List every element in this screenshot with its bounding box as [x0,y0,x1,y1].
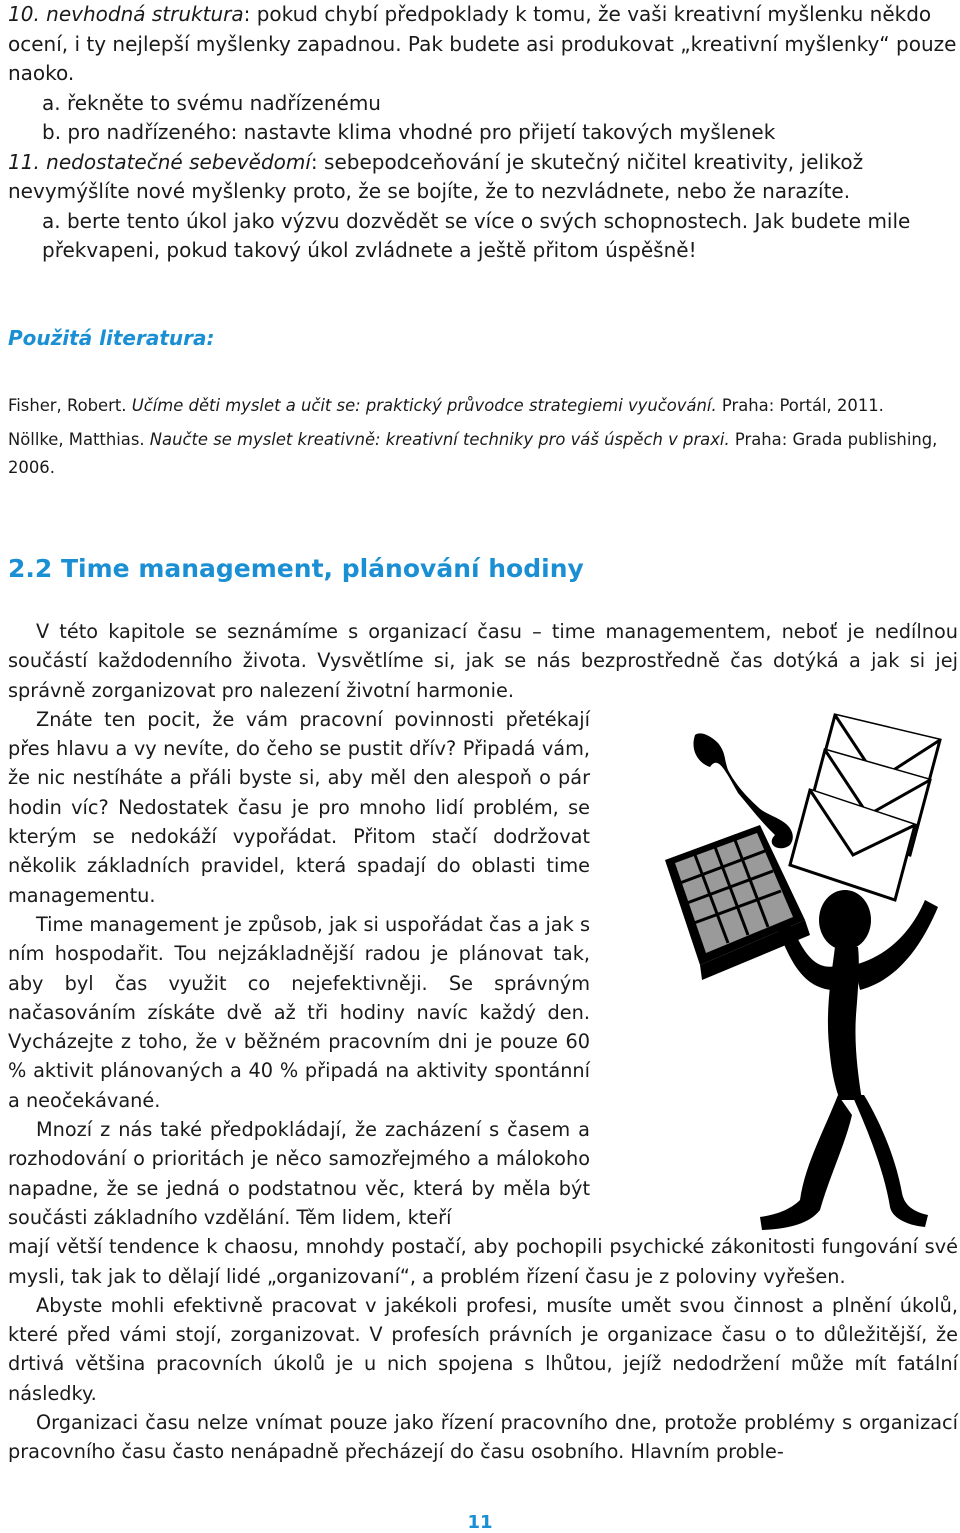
item-10-text: : pokud chybí předpoklady k tomu, že vaši kreativní myšlenku někdo ocení, i ty nejlepší myšlenky zapadnou. Pak budete asi produkovat „kreativní myšlenky“ pouze naoko. [8,2,957,85]
reference-author: Fisher, Robert. [8,396,132,415]
intro-paragraph: V této kapitole se seznámíme s organizací času – time managementem, neboť je nedílnou součástí každodenního života. Vysvětlíme si, jak se nás bezprostředně čas dotýká a jak si jej správně zorganizovat pro nalezení životní harmonie. [8,620,958,702]
keyboard-icon [665,825,810,980]
reference-publisher: Praha: Portál, 2011. [716,396,884,415]
paragraph: Abyste mohli efektivně pracovat v jakékoli profesi, musíte umět svou činnost a plnění úkolů, které před vámi stojí, zorganizovat. V profesích právních je organizace času o to důležitější, že drtivá většina pracovních úkolů je u nich spojena s lhůtou, jejíž nedodržení může mít fatální následky. [8,1293,958,1405]
reference-publisher: Praha: Grada publishing, 2006. [8,430,938,477]
reference-title: Učíme děti myslet a učit se: praktický průvodce strategiemi vyučování. [131,396,717,415]
item-11-text: : sebepodceňování je skutečný ničitel kreativity, jelikož nevymýšlíte nové myšlenky proto, že se bojíte, že to nezvládnete, nebo že narazíte. [8,149,864,203]
list-item-10 [8,0,958,89]
references-list [8,392,956,488]
paragraph: Znáte ten pocit, že vám pracovní povinnosti přetékají přes hlavu a vy nevíte, do čeho se pustit dřív? Připadá vám, že nic nestíháte a přáli byste si, aby měl den alespoň o pár hodin víc? Nedostatek času je pro mnoho lidí problém, se kterým se nedokáží vypořádat. Přitom stačí dodržovat několik základních pravidel, která spadají do oblasti time managementu. [8,707,590,907]
item-10-term: 10. nevhodná struktura [8,2,244,26]
envelopes-icon [790,715,940,900]
juggler-drawing [640,695,950,1240]
item-11-term: 11. nedostatečné sebevědomí [8,149,311,174]
paragraph: Time management je způsob, jak si uspořádat čas a jak s ním hospodařit. Tou nejzákladnější radou je plánovat tak, aby byl čas využit co nejefektivněji. Se správným načasováním získáte dvě až tři hodiny navíc každý den. Vycházejte z toho, že v běžném pracovním dni je pouze 60 % aktivit plánovaných a 40 % připadá na aktivity spontánní a neočekávané. [8,912,590,1112]
reference-title: Naučte se myslet kreativně: kreativní techniky pro váš úspěch v praxi. [149,430,730,449]
list-item-11 [8,148,958,207]
text-beside-figure [8,705,590,1232]
paragraph-continuation: mají větší tendence k chaosu, mnohdy postačí, aby pochopili psychické zákonitosti fungování své mysli, tak jak to dělají lidé „organizovaní“, a problém řízení času je z poloviny vyřešen. [8,1235,958,1288]
item-11-subitem-a: a. berte tento úkol jako výzvu dozvědět se více o svých schopnostech. Jak budete mile překvapeni, pokud takový úkol zvládnete a ještě přitom úspěšně! [42,208,911,262]
paragraph: Organizaci času nelze vnímat pouze jako řízení pracovního dne, protože problémy s organizací pracovního času často nenápadně přecházejí do času osobního. Hlavním proble- [8,1411,958,1464]
reference-item [8,392,956,420]
section-title: 2.2 Time management, plánování hodiny [8,554,584,583]
item-10-subitem-a: a. řekněte to svému nadřízenému [42,90,381,115]
item-10-subitem-b: b. pro nadřízeného: nastavte klima vhodné pro přijetí takových myšlenek [42,120,776,144]
stick-figure-icon [760,890,938,1230]
criteria-list [8,0,958,266]
references-heading: Použitá literatura: [8,326,215,350]
reference-item [8,426,956,482]
juggling-figure-illustration [640,695,950,1240]
page-number: 11 [467,1512,493,1533]
reference-author: Nöllke, Matthias. [8,430,150,449]
paragraph: Mnozí z nás také předpokládají, že zacházení s časem a rozhodování o prioritách je něco samozřejmého a málokoho napadne, že se jedná o podstatnou věc, která by měla být součásti základního vzdělání. Těm lidem, kteří [8,1118,590,1229]
telephone-icon [693,733,792,848]
